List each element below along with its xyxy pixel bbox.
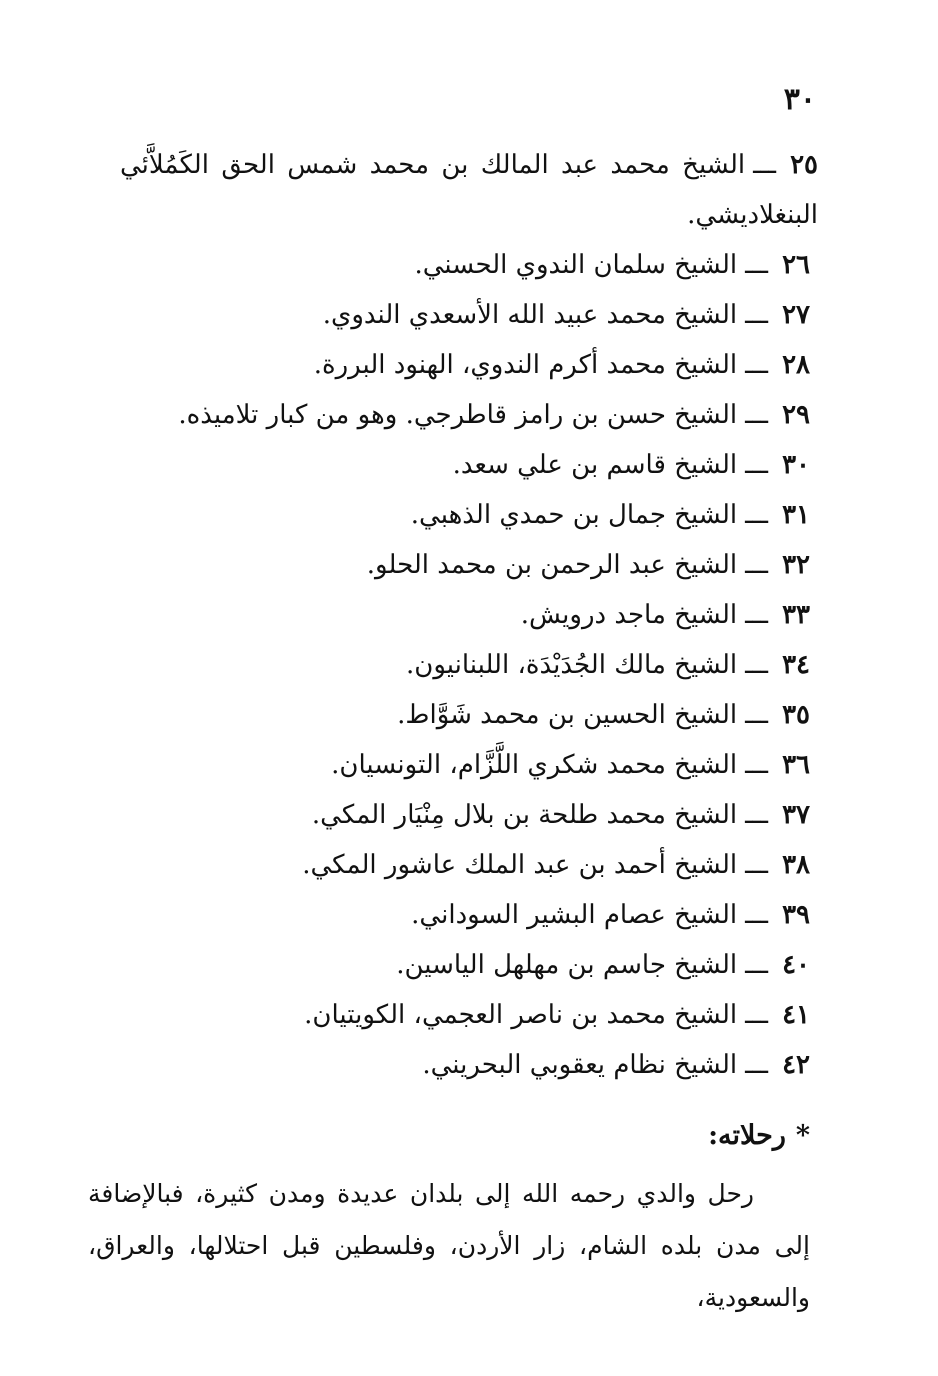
- list-item: [120, 640, 810, 690]
- item-text: الشيخ جمال بن حمدي الذهبي.: [410, 500, 738, 530]
- item-number: ٣١: [782, 500, 810, 530]
- item-text: الشيخ محمد عبد المالك بن محمد شمس الحق الكَمُلاَّئي البنغلاديشي.: [120, 150, 818, 230]
- item-text: الشيخ حسن بن رامز قاطرجي. وهو من كبار تلاميذه.: [178, 400, 738, 430]
- item-dash: ـــ: [745, 250, 768, 280]
- item-number: ٤٢: [782, 1050, 810, 1080]
- asterisk-icon: *: [795, 1120, 810, 1151]
- list-item: [120, 140, 818, 240]
- item-dash: ـــ: [745, 450, 768, 480]
- item-dash: ـــ: [745, 650, 768, 680]
- item-number: ٢٧: [782, 300, 810, 330]
- item-text: الشيخ محمد بن ناصر العجمي، الكويتيان.: [304, 1000, 738, 1030]
- item-text: الشيخ مالك الجُدَيْدَة، اللبنانيون.: [405, 650, 738, 680]
- paragraph-text: رحل والدي رحمه الله إلى بلدان عديدة ومدن كثيرة، فبالإضافة إلى مدن بلده الشام، زار الأردن، وفلسطين قبل احتلالها، والعراق، والسعودية،: [88, 1179, 810, 1312]
- scholars-list: [120, 140, 818, 1090]
- item-number: ٢٨: [782, 350, 810, 380]
- item-dash: ـــ: [745, 400, 768, 430]
- item-text: الشيخ قاسم بن علي سعد.: [452, 450, 738, 480]
- list-item: [120, 590, 810, 640]
- list-item: [120, 740, 810, 790]
- item-text: الشيخ محمد طلحة بن بلال مِنْيَار المكي.: [311, 800, 738, 830]
- list-item: [120, 1040, 810, 1090]
- item-text: الشيخ الحسين بن محمد شَوَّاط.: [397, 700, 738, 730]
- item-number: ٢٥: [790, 150, 818, 180]
- item-dash: ـــ: [745, 600, 768, 630]
- list-item: [120, 390, 810, 440]
- body-paragraph: [88, 1168, 810, 1324]
- item-number: ٣٤: [782, 650, 810, 680]
- item-dash: ـــ: [745, 950, 768, 980]
- list-item: [120, 440, 810, 490]
- item-number: ٣٣: [782, 600, 810, 630]
- section-heading: [708, 1120, 810, 1151]
- section-heading-text: رحلاته:: [708, 1120, 786, 1151]
- item-number: ٣٢: [782, 550, 810, 580]
- item-text: الشيخ سلمان الندوي الحسني.: [414, 250, 738, 280]
- item-number: ٢٦: [782, 250, 810, 280]
- list-item: [120, 240, 810, 290]
- list-item: [120, 490, 810, 540]
- item-dash: ـــ: [745, 800, 768, 830]
- item-text: الشيخ أحمد بن عبد الملك عاشور المكي.: [302, 850, 738, 880]
- item-dash: ـــ: [745, 500, 768, 530]
- item-dash: ـــ: [745, 1000, 768, 1030]
- list-item: [120, 840, 810, 890]
- item-number: ٣٦: [782, 750, 810, 780]
- list-item: [120, 340, 810, 390]
- item-dash: ـــ: [745, 700, 768, 730]
- list-item: [120, 990, 810, 1040]
- list-item: [120, 890, 810, 940]
- item-number: ٤٠: [782, 950, 810, 980]
- item-text: الشيخ محمد شكري اللَّزَّام، التونسيان.: [331, 750, 738, 780]
- item-text: الشيخ محمد عبيد الله الأسعدي الندوي.: [322, 300, 738, 330]
- item-number: ٢٩: [782, 400, 810, 430]
- item-text: الشيخ ماجد درويش.: [520, 600, 738, 630]
- list-item: [120, 540, 810, 590]
- item-text: الشيخ نظام يعقوبي البحريني.: [422, 1050, 738, 1080]
- item-dash: ـــ: [745, 350, 768, 380]
- item-text: الشيخ جاسم بن مهلهل الياسين.: [396, 950, 738, 980]
- item-dash: ـــ: [745, 850, 768, 880]
- item-dash: ـــ: [745, 550, 768, 580]
- item-number: ٣٧: [782, 800, 810, 830]
- item-dash: ـــ: [745, 300, 768, 330]
- item-text: الشيخ عبد الرحمن بن محمد الحلو.: [366, 550, 738, 580]
- item-number: ٣٠: [782, 450, 810, 480]
- item-dash: ـــ: [745, 1050, 768, 1080]
- item-dash: ـــ: [745, 750, 768, 780]
- item-dash: ـــ: [753, 150, 776, 180]
- item-number: ٣٨: [782, 850, 810, 880]
- item-dash: ـــ: [745, 900, 768, 930]
- page-number: ٣٠: [783, 82, 816, 117]
- list-item: [120, 790, 810, 840]
- list-item: [120, 290, 810, 340]
- item-number: ٤١: [782, 1000, 810, 1030]
- item-text: الشيخ محمد أكرم الندوي، الهنود البررة.: [313, 350, 738, 380]
- item-number: ٣٥: [782, 700, 810, 730]
- list-item: [120, 690, 810, 740]
- list-item: [120, 940, 810, 990]
- item-text: الشيخ عصام البشير السوداني.: [411, 900, 738, 930]
- item-number: ٣٩: [782, 900, 810, 930]
